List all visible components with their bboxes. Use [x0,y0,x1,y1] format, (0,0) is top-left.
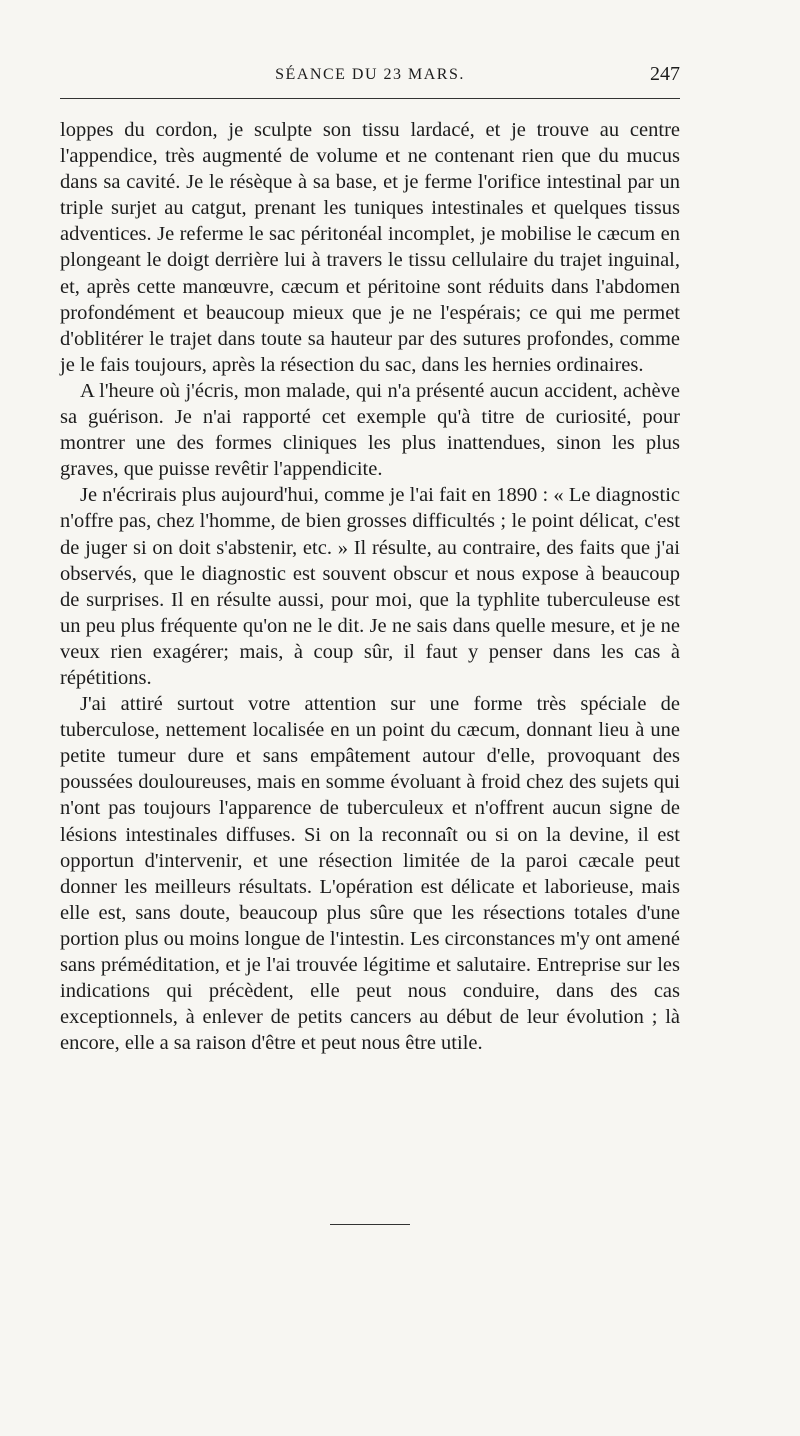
paragraph-continued: loppes du cordon, je sculpte son tissu lardacé, et je trouve au centre l'appendice, très augmenté de volume et ne contenant rien que du mucus dans sa cavité. Je le résèque à sa base, et je ferme l'orifice intestinal par un triple surjet au catgut, prenant les tuniques intestinales et quelques tissus adventices. Je referme le sac péritonéal incomplet, je mobilise le cæcum en plongeant le doigt derrière lui à travers le tissu cellulaire du trajet inguinal, et, après cette manœuvre, cæcum et péritoine sont réduits dans l'abdomen profondément et beaucoup mieux que je ne l'espérais; ce qui me permet d'oblitérer le trajet dans toute sa hauteur par des sutures profondes, comme je le fais toujours, après la résection du sac, dans les hernies ordinaires. [60,119,680,376]
body-text [60,117,680,1056]
paragraph: J'ai attiré surtout votre attention sur une forme très spéciale de tuberculose, nettement localisée en un point du cæcum, donnant lieu à une petite tumeur dure et sans empâtement autour d'elle, provoquant des poussées douloureuses, mais en somme évoluant à froid chez des sujets qui n'ont pas toujours l'apparence de tuberculeux et n'offrent aucun signe de lésions intestinales diffuses. Si on la reconnaît ou si on la devine, il est opportun d'intervenir, et une résection limitée de la paroi cæcale peut donner les meilleurs résultats. L'opération est délicate et laborieuse, mais elle est, sans doute, beaucoup plus sûre que les résections totales d'une portion plus ou moins longue de l'intestin. Les circonstances m'y ont amené sans préméditation, et je l'ai trouvée légitime et salutaire. Entreprise sur les indications qui précèdent, elle peut nous conduire, dans des cas exceptionnels, à enlever de petits cancers au début de leur évolution ; là encore, elle a sa raison d'être et peut nous être utile. [60,693,680,1055]
header-rule [60,98,680,99]
paragraph: Je n'écrirais plus aujourd'hui, comme je l'ai fait en 1890 : « Le diagnostic n'offre pas, chez l'homme, de bien grosses difficultés ; le point délicat, c'est de juger si on doit s'abstenir, etc. » Il résulte, au contraire, des faits que j'ai observés, que le diagnostic est souvent obscur et nous expose à beaucoup de surprises. Il en résulte aussi, pour moi, que la typhlite tuberculeuse est un peu plus fréquente qu'on ne le dit. Je ne sais dans quelle mesure, et je ne veux rien exagérer; mais, à coup sûr, il faut y penser dans les cas à répétitions. [60,484,680,689]
end-rule [330,1224,410,1225]
running-head: SÉANCE DU 23 MARS. [275,66,465,83]
page-header [60,60,680,96]
paragraph: A l'heure où j'écris, mon malade, qui n'a présenté aucun accident, achève sa guérison. Je n'ai rapporté cet exemple qu'à titre de curiosité, pour montrer une des formes cliniques les plus inattendues, sinon les plus graves, que puisse revêtir l'appendicite. [60,379,680,481]
page-number: 247 [650,63,680,85]
